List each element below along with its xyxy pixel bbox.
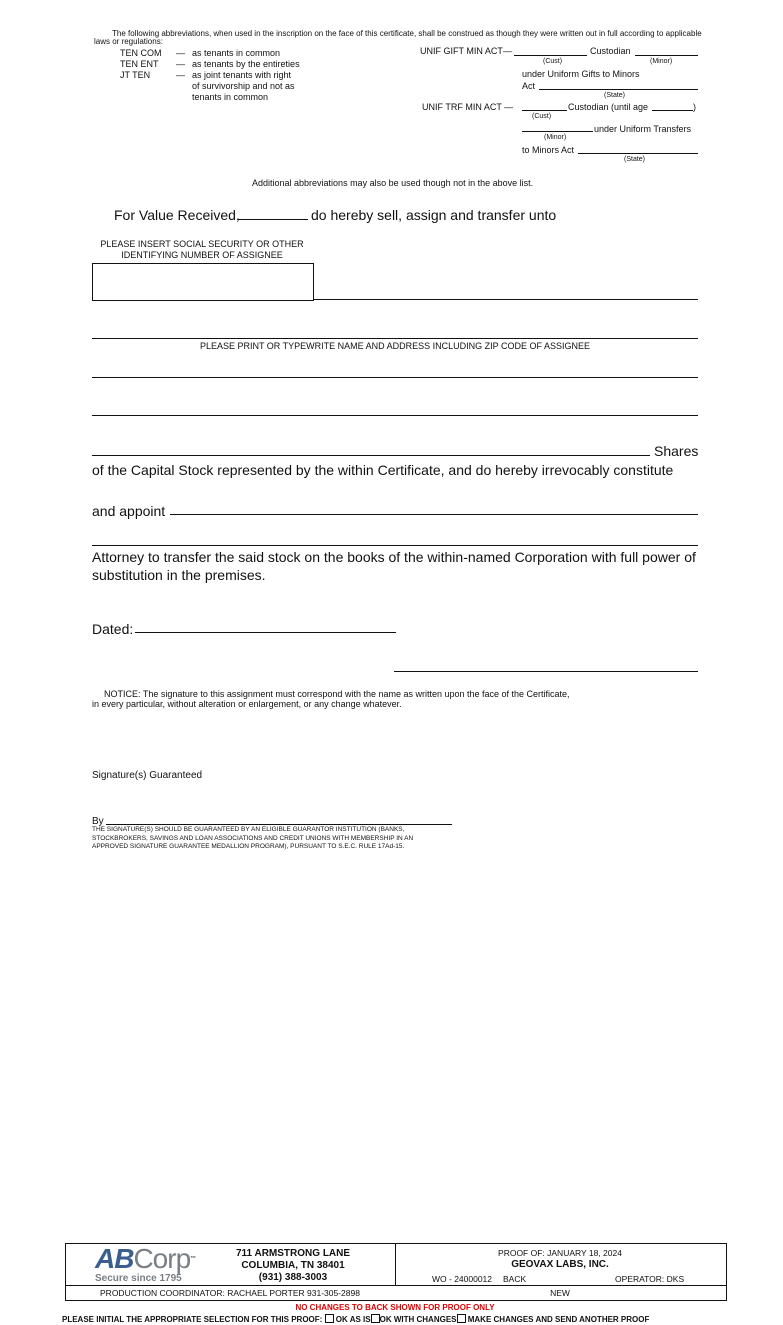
proof-date: PROOF OF: JANUARY 18, 2024: [498, 1248, 622, 1258]
trf-custodian-label: Custodian (until age: [568, 102, 649, 112]
ok-as-is-checkbox[interactable]: [325, 1314, 334, 1323]
gift-state-caption: (State): [604, 92, 626, 99]
abcorp-address: [218, 1248, 368, 1284]
trf-state-line[interactable]: [578, 153, 698, 154]
gift-cust-caption: (Cust): [543, 58, 563, 65]
ssn-label: [92, 239, 312, 261]
shares-label: Shares: [654, 443, 699, 459]
abbrev-dash: —: [176, 70, 185, 80]
ok-as-is-label: OK AS IS: [335, 1315, 371, 1324]
gift-act-label: UNIF GIFT MIN ACT—: [420, 46, 512, 56]
abbrev-meaning: as joint tenants with right: [192, 70, 292, 80]
trf-under-text: under Uniform Transfers: [594, 124, 692, 134]
gift-state-line[interactable]: [539, 89, 698, 90]
shares-line[interactable]: [92, 455, 650, 456]
guarantor-signature-line[interactable]: [106, 824, 452, 825]
ok-with-changes-checkbox[interactable]: [371, 1314, 380, 1323]
attorney-line-2[interactable]: [92, 545, 698, 546]
phone: (931) 388-3003: [258, 1272, 328, 1283]
trf-act-label: UNIF TRF MIN ACT —: [422, 102, 514, 112]
assignee-name-line[interactable]: [92, 338, 698, 339]
signature-line[interactable]: [394, 671, 698, 672]
gift-cust-line[interactable]: [514, 55, 587, 56]
approval-options: [62, 1314, 649, 1324]
address-line-2[interactable]: [92, 415, 698, 416]
address-line: 711 ARMSTRONG LANE: [235, 1248, 351, 1259]
trf-cust-line[interactable]: [522, 110, 567, 111]
signature-guaranteed-label: Signature(s) Guaranteed: [92, 770, 203, 781]
trf-minor-caption: (Minor): [544, 134, 567, 141]
gift-custodian-label: Custodian: [590, 46, 631, 56]
fine-print-line: THE SIGNATURE(S) SHOULD BE GUARANTEED BY AN ELIGIBLE GUARANTOR INSTITUTION (BANKS,: [92, 826, 405, 833]
abbrev-meaning-cont: of survivorship and not as: [192, 81, 295, 91]
ssn-input-box[interactable]: [92, 263, 314, 301]
make-changes-label: MAKE CHANGES AND SEND ANOTHER PROOF: [467, 1315, 650, 1324]
trf-to-minors: to Minors Act: [522, 145, 575, 155]
for-value-received: For Value Received,: [114, 207, 240, 223]
logo-tagline: Secure since 1795: [95, 1273, 182, 1284]
trf-minor-line[interactable]: [522, 131, 593, 132]
fine-print-line: STOCKBROKERS, SAVINGS AND LOAN ASSOCIATIONS AND CREDIT UNIONS WITH MEMBERSHIP IN AN: [92, 834, 414, 842]
abbrev-meaning-cont: tenants in common: [192, 92, 269, 102]
and-appoint-label: and appoint: [92, 503, 166, 519]
attorney-text: Attorney to transfer the said stock on the books of the within-named Corporation with full power of: [92, 549, 696, 565]
abbrev-meaning: as tenants by the entireties: [192, 59, 300, 69]
ssn-label-line2: IDENTIFYING NUMBER OF ASSIGNEE: [121, 250, 283, 260]
substitution-text: substitution in the premises.: [92, 567, 266, 583]
logo-corp: Corp: [133, 1243, 191, 1274]
production-coordinator: PRODUCTION COORDINATOR: RACHAEL PORTER 931-305-2898: [100, 1288, 360, 1298]
operator: OPERATOR: DKS: [615, 1274, 685, 1284]
transferor-line[interactable]: [238, 219, 308, 220]
abcorp-logo: [95, 1245, 210, 1284]
abbrev-dash: —: [176, 48, 185, 58]
transfer-unto-text: do hereby sell, assign and transfer unto: [311, 207, 557, 223]
gift-minor-line[interactable]: [635, 55, 698, 56]
abbrev-meaning: as tenants in common: [192, 48, 281, 58]
ok-with-changes-label: OK WITH CHANGES: [379, 1315, 457, 1324]
logo-ab: AB: [95, 1243, 134, 1274]
notice-line-2: in every particular, without alteration or enlargement, or any change whatever.: [92, 699, 402, 709]
no-changes-alert: NO CHANGES TO BACK SHOWN FOR PROOF ONLY: [295, 1303, 495, 1312]
proof-row-divider: [65, 1285, 726, 1286]
date-line[interactable]: [135, 632, 396, 633]
abbrev-code-ten-ent: TEN ENT: [120, 59, 159, 69]
attorney-name-line[interactable]: [170, 514, 698, 515]
proof-side: BACK: [503, 1274, 527, 1284]
proof-status: NEW: [550, 1288, 570, 1298]
address-line: COLUMBIA, TN 38401: [241, 1260, 345, 1271]
by-label: By: [92, 816, 104, 827]
trf-cust-caption: (Cust): [532, 113, 552, 120]
gift-act-text: Act: [522, 81, 536, 91]
address-line-1[interactable]: [92, 377, 698, 378]
guarantee-fine-print: [92, 826, 413, 852]
trf-paren: ): [693, 102, 696, 112]
make-changes-checkbox[interactable]: [457, 1314, 466, 1323]
abbrev-intro: The following abbreviations, when used in the inscription on the face of this certificate, shall be construed as though they were written out in full according to applicable: [112, 29, 702, 38]
fine-print-line: APPROVED SIGNATURE GUARANTEE MEDALLION PROGRAM), PURSUANT TO S.E.C. RULE 17Ad-15.: [92, 843, 405, 850]
work-order: WO - 24000012: [432, 1274, 493, 1284]
logo-tm: ™: [190, 1256, 196, 1262]
abbrev-code-ten-com: TEN COM: [120, 48, 162, 58]
gift-minor-caption: (Minor): [650, 58, 673, 65]
assignee-line[interactable]: [313, 299, 698, 300]
dated-label: Dated:: [92, 621, 134, 637]
additional-abbrev-note: Additional abbreviations may also be used though not in the above list.: [252, 178, 534, 188]
abbrev-intro-2: laws or regulations:: [94, 37, 163, 46]
notice-line-1: NOTICE: The signature to this assignment must correspond with the name as written upon the face of the Certificate,: [104, 689, 570, 699]
abbrev-dash: —: [176, 59, 185, 69]
gift-under-text: under Uniform Gifts to Minors: [522, 69, 640, 79]
print-name-label: PLEASE PRINT OR TYPEWRITE NAME AND ADDRESS INCLUDING ZIP CODE OF ASSIGNEE: [199, 341, 591, 351]
abbrev-code-jt-ten: JT TEN: [120, 70, 151, 80]
trf-age-line[interactable]: [652, 110, 693, 111]
trf-state-caption: (State): [624, 156, 646, 163]
capital-stock-text: of the Capital Stock represented by the within Certificate, and do hereby irrevocably constitute: [92, 462, 674, 478]
company-name: GEOVAX LABS, INC.: [511, 1259, 609, 1270]
ssn-label-line1: PLEASE INSERT SOCIAL SECURITY OR OTHER: [100, 239, 304, 249]
initial-prompt: PLEASE INITIAL THE APPROPRIATE SELECTION FOR THIS PROOF:: [62, 1315, 323, 1324]
